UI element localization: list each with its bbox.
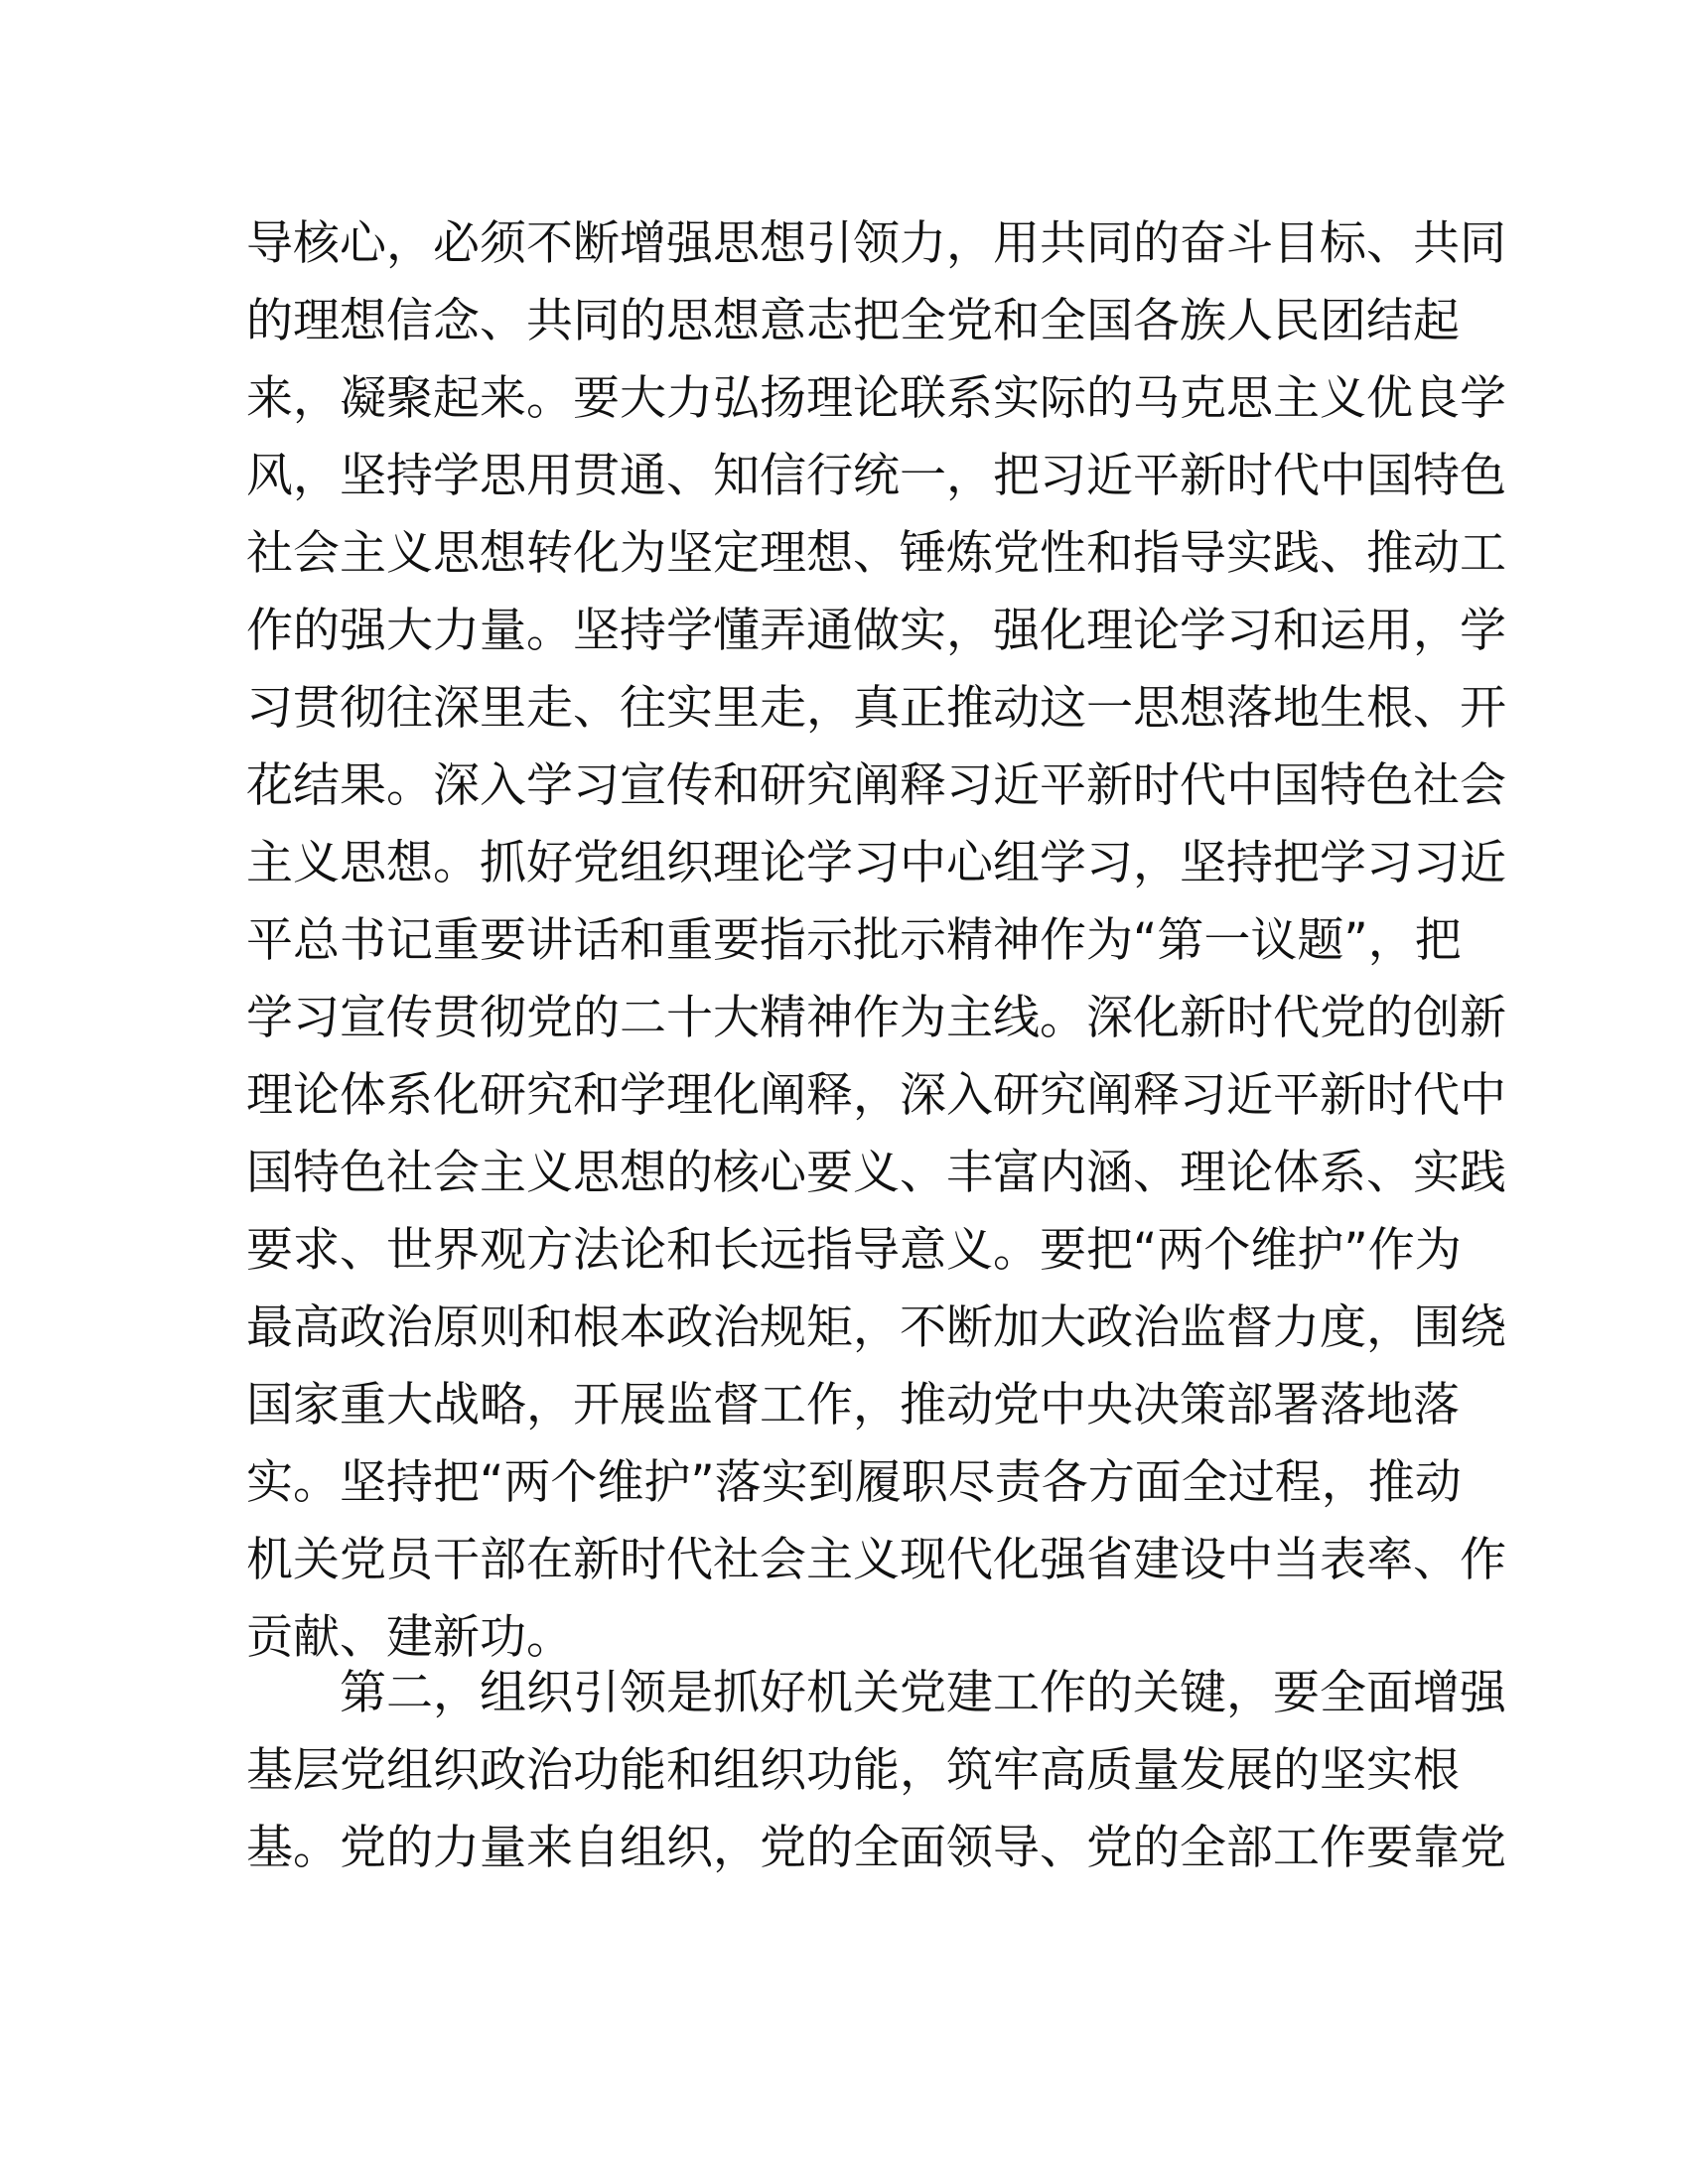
paragraph-2 xyxy=(246,1655,1506,1887)
text-line: 国特色社会主义思想的核心要义、丰富内涵、理论体系、实践 xyxy=(246,1146,1506,1200)
text-line: 基。党的力量来自组织，党的全面领导、党的全部工作要靠党 xyxy=(246,1821,1506,1875)
text-line: 平总书记重要讲话和重要指示批示精神作为“第一议题”，把 xyxy=(246,913,1462,968)
text-line: 学习宣传贯彻党的二十大精神作为主线。深化新时代党的创新 xyxy=(246,991,1506,1045)
text-line: 理论体系化研究和学理化阐释，深入研究阐释习近平新时代中 xyxy=(246,1068,1506,1123)
text-line: 主义思想。抓好党组织理论学习中心组学习，坚持把学习习近 xyxy=(246,836,1506,890)
text-line: 导核心，必须不断增强思想引领力，用共同的奋斗目标、共同 xyxy=(246,216,1506,271)
text-line: 第二，组织引领是抓好机关党建工作的关键，要全面增强 xyxy=(340,1666,1506,1720)
text-line: 机关党员干部在新时代社会主义现代化强省建设中当表率、作 xyxy=(246,1533,1506,1587)
text-line: 的理想信念、共同的思想意志把全党和全国各族人民团结起 xyxy=(246,294,1460,348)
text-line: 风，坚持学思用贯通、知信行统一，把习近平新时代中国特色 xyxy=(246,449,1506,503)
text-line: 来，凝聚起来。要大力弘扬理论联系实际的马克思主义优良学 xyxy=(246,371,1506,426)
text-line: 贡献、建新功。 xyxy=(246,1610,573,1665)
text-line: 基层党组织政治功能和组织功能，筑牢高质量发展的坚实根 xyxy=(246,1743,1460,1798)
text-line: 实。坚持把“两个维护”落实到履职尽责各方面全过程，推动 xyxy=(246,1455,1462,1510)
text-line: 花结果。深入学习宣传和研究阐释习近平新时代中国特色社会 xyxy=(246,758,1506,813)
text-line: 作的强大力量。坚持学懂弄通做实，强化理论学习和运用，学 xyxy=(246,604,1506,658)
text-line: 要求、世界观方法论和长远指导意义。要把“两个维护”作为 xyxy=(246,1223,1462,1278)
paragraph-1 xyxy=(246,205,1506,1677)
text-line: 国家重大战略，开展监督工作，推动党中央决策部署落地落 xyxy=(246,1378,1460,1433)
text-line: 习贯彻往深里走、往实里走，真正推动这一思想落地生根、开 xyxy=(246,681,1506,736)
text-line: 社会主义思想转化为坚定理想、锤炼党性和指导实践、推动工 xyxy=(246,526,1506,581)
text-line: 最高政治原则和根本政治规矩，不断加大政治监督力度，围绕 xyxy=(246,1300,1506,1355)
